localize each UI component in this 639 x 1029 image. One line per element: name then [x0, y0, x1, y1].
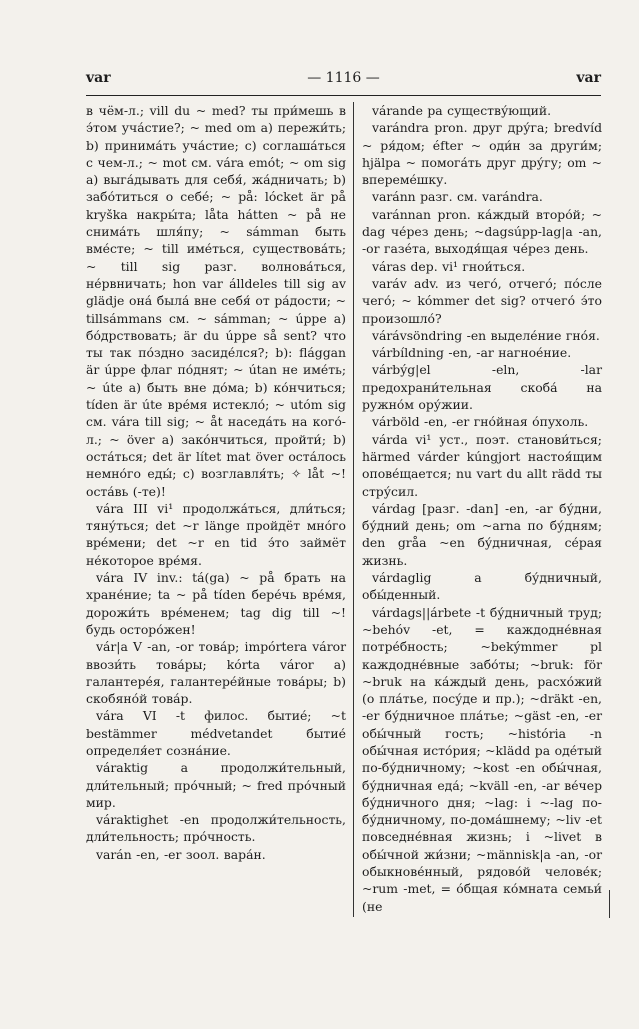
dictionary-entry: varán -en, -er зоол. вара́н.	[96, 846, 266, 862]
dictionary-entry: várböld -en, -er гно́йная о́пухоль.	[372, 414, 589, 430]
dictionary-entry: várande pa существу́ющий.	[372, 103, 552, 118]
header-rule	[86, 95, 601, 96]
page-number: — 1116 —	[307, 70, 380, 86]
dictionary-entry: várbýg|el -eln, -lar предохрани́тельная скоба́ на ружно́м ору́жии.	[362, 362, 602, 413]
dictionary-entry: vár|a V -an, -or това́р; impórtera várоr ввози́ть това́ры; kórta várоr a) галантере́я, галантере́йные това́ры; b) скобяно́й това́р.	[86, 639, 346, 707]
header-left-guide-word: var	[86, 70, 111, 86]
dictionary-entry: vára IV inv.: tá(ga) ~ på брать на хране́ние; ta ~ på tíden бере́чь вре́мя, дорожи́ть вре́менем; tag dig till ~! будь осторо́жен!	[86, 570, 346, 637]
dictionary-entry: várbíldning -en, -ar нагное́ние.	[372, 345, 572, 361]
dictionary-entry: vára VI -t филос. бытие́; ~t bestämmer médvetandet бытие́ определя́ет созна́ние.	[86, 708, 346, 758]
left-column	[86, 102, 346, 863]
dictionary-entry: varáv adv. из чего́, отчего́; по́сле чего́; ~ kómmer det sig? отчего́ э́то произошло́?	[362, 275, 602, 326]
dictionary-entry: varánn разг. см. varándra.	[372, 189, 543, 205]
page-header	[86, 70, 601, 92]
dictionary-entry: várdags||árbete -t бу́дничный труд; ~behóv -et, = каждодне́вная потре́бность; ~bekýmmer pl каждодне́вные забо́ты; ~bruk: för ~bruk на ка́ждый день, расхо́жий (о пла́тье, посу́де и пр.); ~dräkt -en, -er бу́дничное пла́тье; ~gäst -en, -er обы́чный гость; ~história -n обы́чная исто́рия; ~klädd pa оде́тый по-бу́дничному; ~kost -en обы́чная, бу́дничная еда́; ~kväll -en, -ar ве́чер бу́дничного дня; ~lag: i ~-lag по-бу́дничному, по-дома́шнему; ~liv -et повседне́вная жизнь; i ~livet в обы́чной жи́зни; ~människ|a -an, -or обыкнове́нный, рядово́й челове́к; ~rum -met, = о́бщая ко́мната семьи́ (не	[362, 604, 602, 914]
dictionary-entry: várdaglig a бу́дничный, обы́денный.	[362, 570, 602, 603]
dictionary-entry: varándra pron. друг дру́га; bredvíd ~ ря́дом; éfter ~ оди́н за други́м; hjälpa ~ помога́ть друг дру́гу; om ~ впереме́шку.	[362, 120, 602, 188]
header-right-guide-word: var	[576, 70, 601, 86]
dictionary-entry: váraktig a продолжи́тельный, дли́тельный; про́чный; ~ fred про́чный мир.	[86, 760, 346, 810]
dictionary-entry: várda vi¹ уст., поэт. станови́ться; härmed várder kúngjort настоя́щим опове́щается; nu vart du allt rädd ты стру́сил.	[362, 431, 602, 499]
dictionary-entry: váras dep. vi¹ гнои́ться.	[372, 258, 526, 274]
dictionary-entry: varánnan pron. ка́ждый второ́й; ~ dag че́рез день; ~dagsúpp-lag|a -an, -or газе́та, выходя́щая че́рез день.	[362, 206, 602, 257]
dictionary-entry: в чём-л.; vill du ~ med? ты при́мешь в э́том уча́стие?; ~ med om а) пережи́ть; b) принима́ть уча́стие; c) соглаша́ться с чем-л.; ~ mot см. vára emót; ~ om sig a) выга́дывать для себя́, жа́дничать; b) забо́титься о себе́; ~ på: lócket är på kryška накры́та; låta hátten ~ på не снима́ть шля́пу; ~ sámman быть вме́сте; ~ till име́ться, существова́ть; ~ till sig разг. волнова́ться, не́рвничать; hon var álldeles till sig av glädje она́ была́ вне себя́ от ра́дости; ~ tillsámmans см. ~ sámman; ~ úppe a) бо́дрствовать; är du úppe så sent? что ты так по́здно засиде́лся?; b): flággan är úppe флаг по́днят; ~ útan не име́ть; ~ úte a) быть вне до́ма; b) ко́нчиться; tíden är úte вре́мя истекло́; ~ utóm sig см. vára till sig; ~ åt наседа́ть на кого́-л.; ~ över a) зако́нчиться, пройти́; b) оста́ться; det är lítet mat över оста́лось немно́го еды́; c) возглавля́ть; ✧ låt ~! оста́вь (-те)!	[86, 103, 346, 499]
dictionary-entry: várdag [разг. -dan] -en, -ar бу́дни, бу́дний день; om ~arna по бу́дням; den gråa ~en бу́дничная, се́рая жизнь.	[362, 500, 602, 568]
dictionary-entry: vára III vi¹ продолжа́ться, дли́ться; тяну́ться; det ~r länge пройдёт мно́го вре́мени; det ~r en tid э́то займёт не́которое вре́мя.	[86, 500, 346, 568]
column-divider	[353, 102, 354, 917]
right-column	[362, 102, 602, 915]
margin-mark	[609, 890, 610, 918]
dictionary-entry: váraktighet -en продолжи́тельность, дли́тельность; про́чность.	[86, 812, 346, 845]
dictionary-entry: várávsöndring -en выделе́ние гно́я.	[372, 327, 600, 343]
